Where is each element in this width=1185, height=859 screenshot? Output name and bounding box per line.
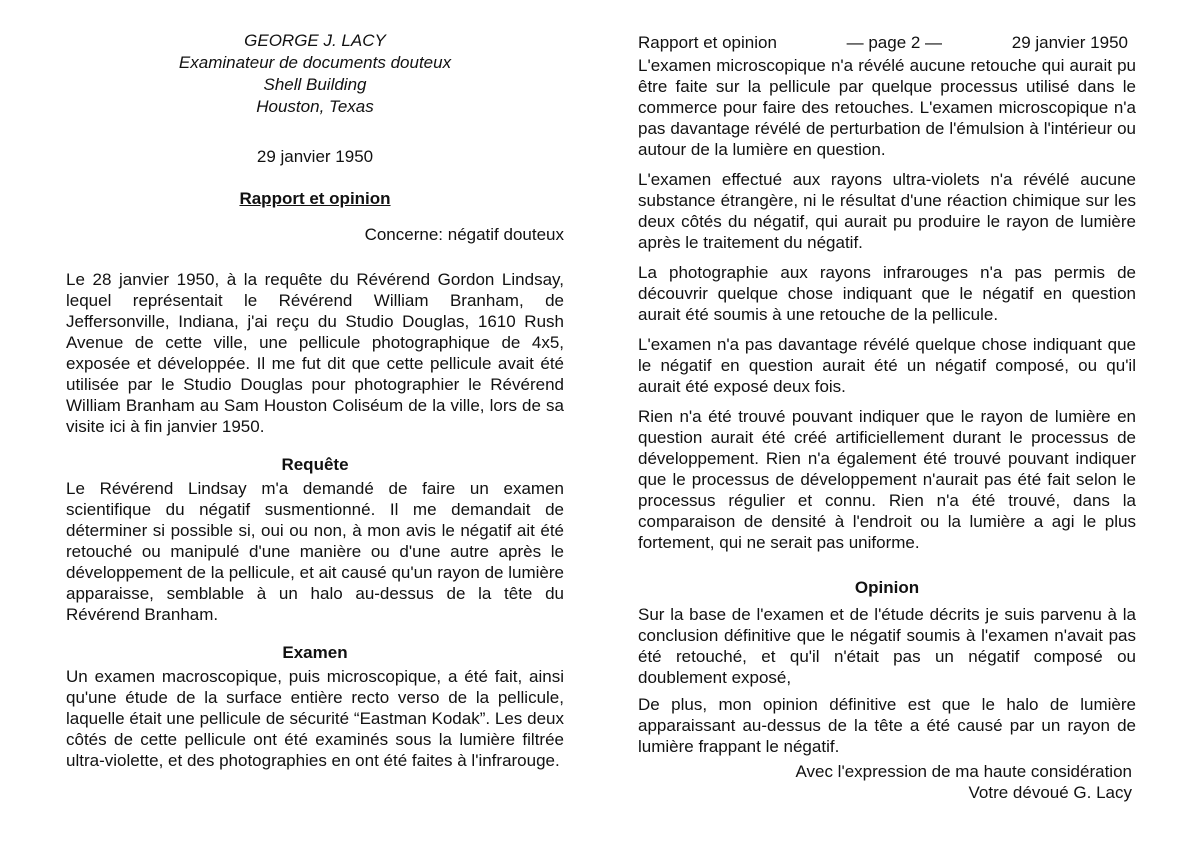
letterhead-city: Houston, Texas (256, 97, 374, 116)
examen-paragraph: Un examen macroscopique, puis microscopique, a été fait, ainsi qu'une étude de la surface entière recto verso de la pellicule, laquelle était une pellicule de sécurité “Eastman Kodak”. Les deux côtés de cette pellicule ont été examinés sous la lumière filtrée ultra-violette, et des photographies en ont été faites à l'infrarouge. (66, 667, 564, 770)
body-paragraph: La photographie aux rayons infrarouges n'a pas permis de découvrir quelque chose indiquant que le négatif en question aurait été soumis à une retouche de la pellicule. (638, 263, 1136, 324)
letterhead-name: GEORGE J. LACY (244, 31, 386, 50)
body-paragraph: L'examen n'a pas davantage révélé quelque chose indiquant que le négatif en question aurait été un négatif composé, ou qu'il aurait été exposé deux fois. (638, 335, 1136, 396)
letterhead (66, 30, 564, 118)
running-title: Rapport et opinion (638, 33, 777, 52)
letterhead-building: Shell Building (263, 75, 367, 94)
concerne-line: Concerne: négatif douteux (364, 225, 564, 244)
body-paragraph: L'examen effectué aux rayons ultra-violets n'a révélé aucune substance étrangère, ni le résultat d'une réaction chimique sur les deux côtés du négatif, qui aurait pu produire le rayon de lumière après le traitement du négatif. (638, 170, 1136, 252)
requete-paragraph: Le Révérend Lindsay m'a demandé de faire un examen scientifique du négatif susmentionné. Il me demandait de déterminer si possible si, oui ou non, à mon avis le négatif ait été retouché ou manipulé d'une manière ou d'une autre après le développement de la pellicule, et ait causé qu'un rayon de lumière apparaisse, semblable à un halo au-dessus de la tête du Révérend Branham. (66, 479, 564, 624)
intro-paragraph: Le 28 janvier 1950, à la requête du Révérend Gordon Lindsay, lequel représentait le Révérend William Branham, de Jeffersonville, Indiana, j'ai reçu du Studio Douglas, 1610 Rush Avenue de cette ville, une pellicule photographique de 4x5, exposée et développée. Il me fut dit que cette pellicule avait été utilisée par le Studio Douglas pour photographier le Révérend William Branham au Sam Houston Coliséum de la ville, lors de sa visite ici à fin janvier 1950. (66, 270, 564, 436)
closing-block (638, 761, 1136, 803)
page-1 (66, 30, 564, 771)
requete-heading: Requête (281, 455, 349, 474)
letterhead-title: Examinateur de documents douteux (178, 53, 452, 72)
page-2 (638, 32, 1136, 803)
body-paragraph: Rien n'a été trouvé pouvant indiquer que le rayon de lumière en question aurait été créé artificiellement durant le processus de développement. Rien n'a également été trouvé pouvant indiquer que le processus de développement n'aurait pas été fait selon le processus régulier et connu. Rien n'a été trouvé, dans la comparaison de densité à l'endroit ou la lumière a agi le plus fortement, qui ne serait pas uniforme. (638, 407, 1136, 552)
opinion-paragraph: Sur la base de l'examen et de l'étude décrits je suis parvenu à la conclusion définitive que le négatif soumis à l'examen n'avait pas été retouché, et qu'il n'était pas un négatif composé ou doublement exposé, (638, 605, 1136, 687)
running-date: 29 janvier 1950 (1011, 33, 1128, 52)
body-paragraph: L'examen microscopique n'a révélé aucune retouche qui aurait pu être faite sur la pellicule par quelque processus utilisé dans le commerce pour faire des retouches. L'examen microscopique n'a pas davantage révélé de perturbation de l'émulsion à l'intérieur ou autour de la lumière en question. (638, 56, 1136, 159)
opinion-paragraph: De plus, mon opinion définitive est que le halo de lumière apparaissant au-dessus de la tête a été causé par un rayon de lumière frappant le négatif. (638, 695, 1136, 756)
opinion-heading: Opinion (854, 578, 920, 597)
report-title: Rapport et opinion (239, 189, 391, 208)
signature: Votre dévoué G. Lacy (968, 783, 1132, 802)
examen-heading: Examen (282, 643, 348, 662)
page-number: — page 2 — (846, 33, 943, 52)
report-date: 29 janvier 1950 (256, 147, 374, 166)
running-header (638, 32, 1136, 53)
closing-line: Avec l'expression de ma haute considération (795, 762, 1132, 781)
